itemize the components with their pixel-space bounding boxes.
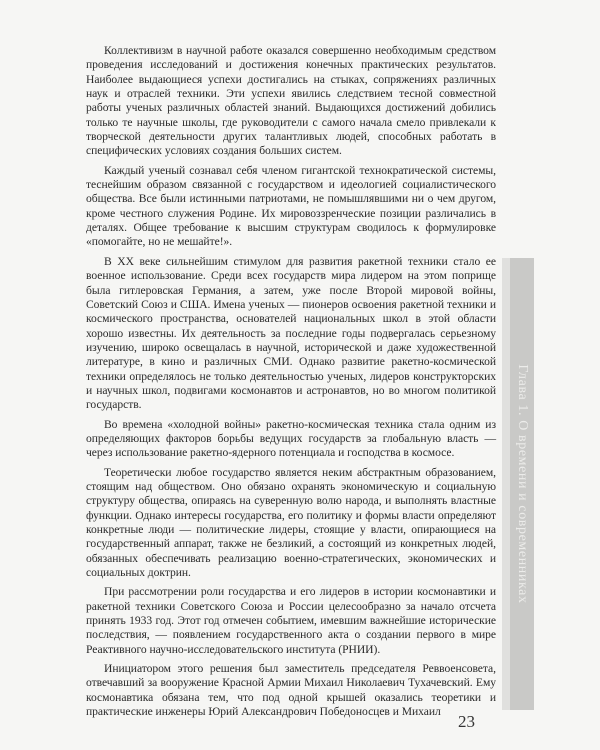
paragraph-3: В XX веке сильнейшим стимулом для развития ракетной техники стало ее военное использование. Среди всех государств мира лидером на этом поприще была гитлеровская Германия, а затем, уже после Второй мировой войны, Советский Союз и США. Имена ученых — пионеров освоения ракетной техники и космического пространства, основателей национальных школ в этой области хорошо известны. Их деятельность за последние годы подвергалась серьезному изучению, широко освещалась в научной, исторической и даже художественной литературе, в кино и различных СМИ. Однако развитие ракетно-космической техники определялось не только деятельностью ученых, лидеров конструкторских и научных школ, подвигами космонавтов и астронавтов, но во многом политикой государств. [86, 254, 496, 412]
paragraph-4: Во времена «холодной войны» ракетно-космическая техника стала одним из определяющих факторов борьбы ведущих государств за глобальную власть — через использование ракетно-ядерного потенциала и господства в космосе. [86, 417, 496, 460]
paragraph-6: При рассмотрении роли государства и его лидеров в истории космонавтики и ракетной техники Советского Союза и России целесообразно за начало отсчета принять 1933 год. Этот год отмечен событием, имевшим важнейшие исторические последствия, — появлением государственного акта о создании первого в мире Реактивного научно-исследовательского института (РНИИ). [86, 585, 496, 656]
paragraph-1: Коллективизм в научной работе оказался совершенно необходимым средством проведения исследований и достижения конечных практических результатов. Наиболее выдающиеся успехи достигались на стыках, сопряжениях различных наук и отраслей техники. Эти успехи явились следствием тесной совместной работы ученых различных областей знаний. Выдающихся достижений добились только те научные школы, где руководители с самого начала смело привлекали к творческой деятельности других талантливых людей, способных работать в специфических условиях создания больших систем. [86, 44, 496, 158]
running-chapter-title: Глава 1. О времени и современниках [515, 364, 530, 604]
body-text [86, 44, 496, 724]
paragraph-7: Инициатором этого решения был заместитель председателя Реввоенсовета, отвечавший за вооружение Красной Армии Михаил Николаевич Тухачевский. Ему космонавтика обязана тем, что под одной крышей оказались теоретики и практические инженеры Юрий Александрович Победоносцев и Михаил [86, 662, 496, 719]
paragraph-2: Каждый ученый сознавал себя членом гигантской технократической системы, теснейшим образом связанной с государством и идеологией социалистического общества. Все были истинными патриотами, не помышлявшими ни о чем другом, кроме честного служения Родине. Их мировоззренческие позиции различались в деталях. Общее требование к высшим структурам сводилось к формулировке «помогайте, но не мешайте!». [86, 163, 496, 249]
paragraph-5: Теоретически любое государство является неким абстрактным образованием, стоящим над обществом. Оно обязано охранять экономическую и социальную структуру общества, опираясь на суверенную волю народа, и выполнять властные функции. Однако интересы государства, его политику и формы власти определяют конкретные люди — политические лидеры, стоящие у власти, опирающиеся на государственный аппарат, также не безликий, а состоящий из конкретных людей, обязанных обеспечивать реализацию военно-стратегических, экономических и социальных доктрин. [86, 465, 496, 580]
page-number: 23 [458, 712, 475, 731]
